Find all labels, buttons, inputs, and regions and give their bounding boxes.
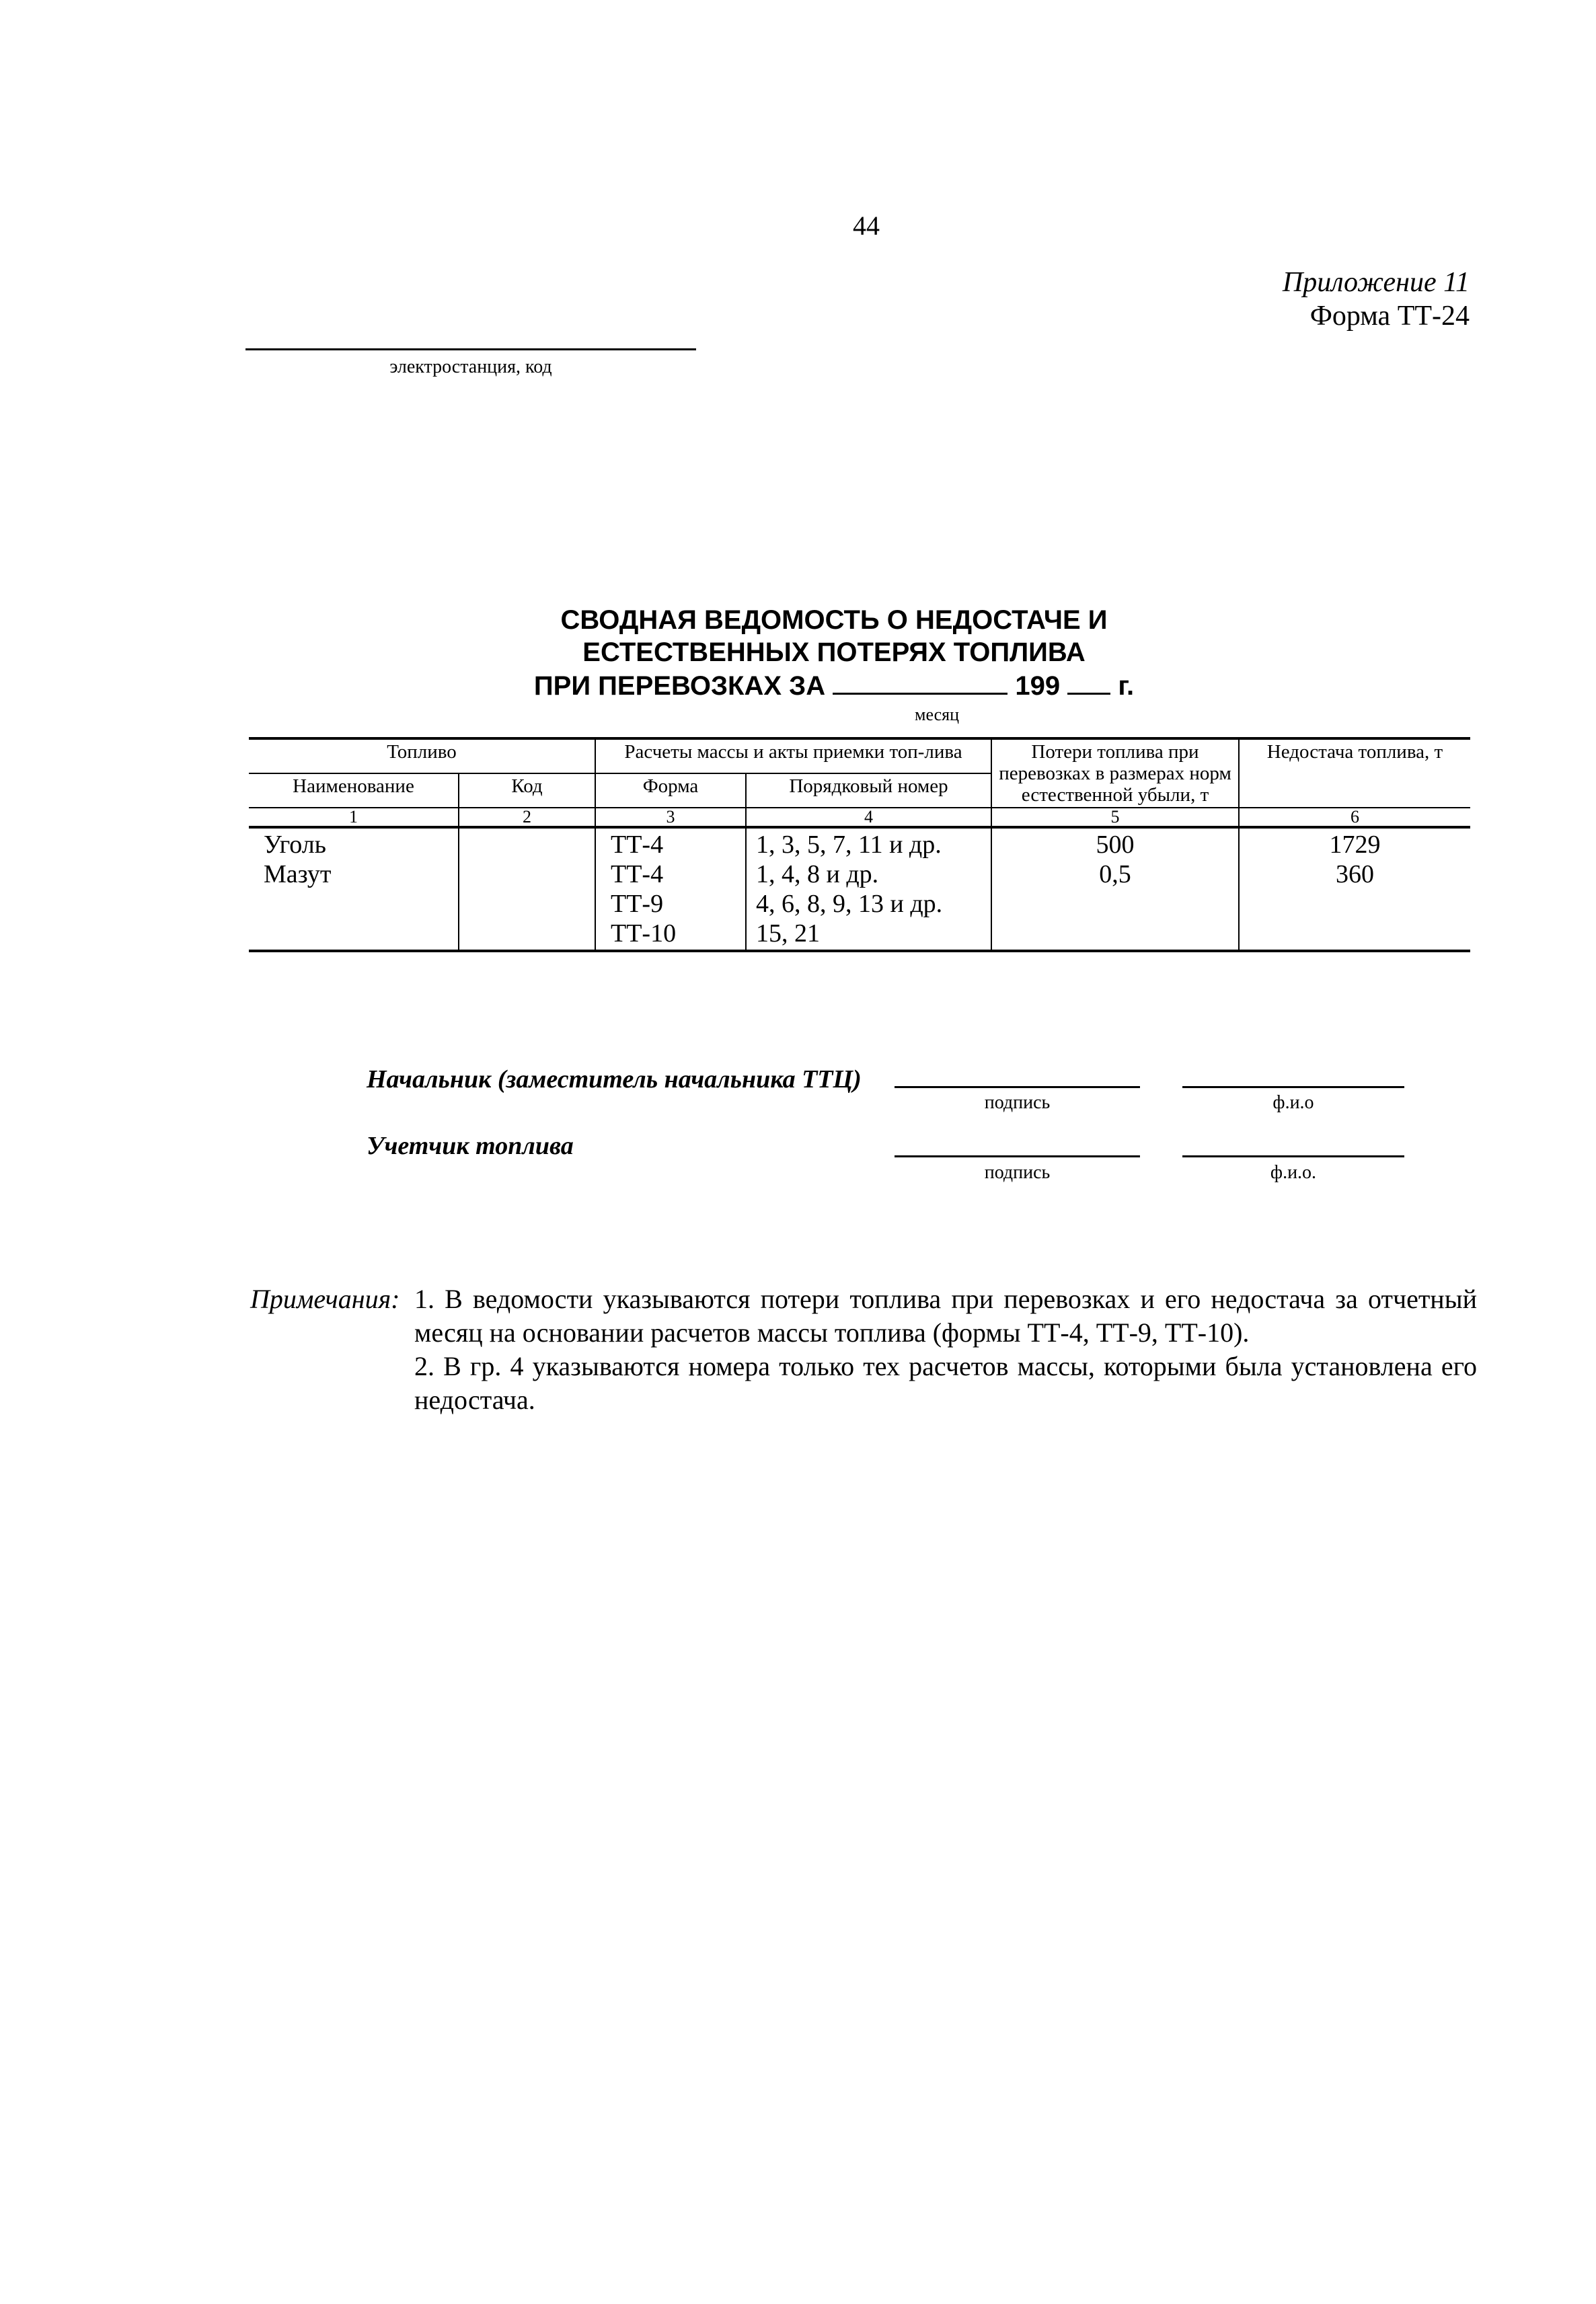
- accountant-name-line[interactable]: [1182, 1155, 1404, 1157]
- form-value: ТТ-9: [611, 890, 664, 918]
- page-number: 44: [853, 210, 880, 241]
- title-year-suffix: г.: [1118, 671, 1135, 701]
- header-calc: Расчеты массы и акты приемки топ-лива: [595, 738, 991, 773]
- notes-heading: Примечания:: [250, 1284, 400, 1314]
- chief-label: Начальник (заместитель начальника ТТЦ): [367, 1065, 862, 1093]
- header-form: Форма: [595, 773, 746, 808]
- shortage-value: 360: [1336, 860, 1374, 888]
- appendix-label: Приложение 11: [1282, 267, 1470, 298]
- fuel-name: Уголь: [264, 831, 326, 859]
- year-blank-field[interactable]: [1067, 668, 1110, 695]
- column-number: 5: [991, 808, 1239, 827]
- note-item-1: 1. В ведомости указываются потери топлива при перевозках и его недостача за отчетный месяц на основании расчетов массы топлива (формы ТТ-4, ТТ-9, ТТ-10).: [414, 1284, 1477, 1348]
- accountant-name-caption: ф.и.о.: [1270, 1162, 1317, 1183]
- fuel-names-cell: [249, 827, 459, 951]
- loss-value: 500: [1096, 831, 1135, 859]
- header-code: Код: [459, 773, 595, 808]
- title-line-2: ЕСТЕСТВЕННЫХ ПОТЕРЯХ ТОПЛИВА: [582, 638, 1086, 667]
- form-value: ТТ-4: [611, 860, 664, 888]
- note-item-2: 2. В гр. 4 указываются номера только тех расчетов массы, которыми была установлена его недостача.: [414, 1351, 1477, 1415]
- title-line-1: СВОДНАЯ ВЕДОМОСТЬ О НЕДОСТАЧЕ И: [560, 605, 1108, 635]
- chief-signature-line[interactable]: [895, 1086, 1140, 1088]
- order-number: 1, 4, 8 и др.: [756, 860, 879, 888]
- loss-value: 0,5: [1099, 860, 1131, 888]
- form-code: Форма ТТ-24: [1309, 301, 1470, 332]
- order-number: 1, 3, 5, 7, 11 и др.: [756, 831, 942, 859]
- form-value: ТТ-4: [611, 831, 664, 859]
- column-number: 6: [1239, 808, 1470, 827]
- forms-cell: [595, 827, 746, 951]
- table-header-row-1: [249, 738, 1470, 773]
- accountant-signature-line[interactable]: [895, 1155, 1140, 1157]
- losses-cell: [991, 827, 1239, 951]
- chief-name-line[interactable]: [1182, 1086, 1404, 1088]
- fuel-codes-cell: [459, 827, 595, 951]
- summary-table: [249, 737, 1470, 952]
- month-caption: месяц: [915, 705, 960, 724]
- header-order-number: Порядковый номер: [746, 773, 991, 808]
- header-shortage: Недостача топлива, т: [1239, 738, 1470, 808]
- order-number: 4, 6, 8, 9, 13 и др.: [756, 890, 943, 918]
- title-line-3: [471, 668, 1197, 702]
- form-value: ТТ-10: [611, 919, 677, 948]
- column-number: 1: [249, 808, 459, 827]
- order-number: 15, 21: [756, 919, 820, 948]
- table-data-row: [249, 827, 1470, 951]
- accountant-signature-caption: подпись: [984, 1162, 1051, 1183]
- month-blank-field[interactable]: [833, 668, 1008, 695]
- chief-signature-caption: подпись: [984, 1092, 1051, 1113]
- title-year: 199: [1015, 671, 1061, 701]
- accountant-label: Учетчик топлива: [367, 1132, 574, 1160]
- notes-section: [250, 1282, 1477, 1417]
- station-field-line[interactable]: [245, 348, 696, 350]
- column-number: 4: [746, 808, 991, 827]
- chief-name-caption: ф.и.о: [1272, 1092, 1314, 1113]
- column-number-row: [249, 808, 1470, 827]
- header-name: Наименование: [249, 773, 459, 808]
- title-line-3-prefix: ПРИ ПЕРЕВОЗКАХ ЗА: [533, 671, 826, 701]
- column-number: 2: [459, 808, 595, 827]
- station-caption: электростанция, код: [389, 356, 552, 377]
- document-title: [471, 604, 1197, 702]
- header-fuel: Топливо: [249, 738, 595, 773]
- shortages-cell: [1239, 827, 1470, 951]
- order-numbers-cell: [746, 827, 991, 951]
- shortage-value: 1729: [1329, 831, 1381, 859]
- fuel-name: Мазут: [264, 860, 332, 888]
- appendix-block: [1283, 266, 1470, 333]
- header-losses: Потери топлива при перевозках в размерах норм естественной убыли, т: [991, 738, 1239, 808]
- column-number: 3: [595, 808, 746, 827]
